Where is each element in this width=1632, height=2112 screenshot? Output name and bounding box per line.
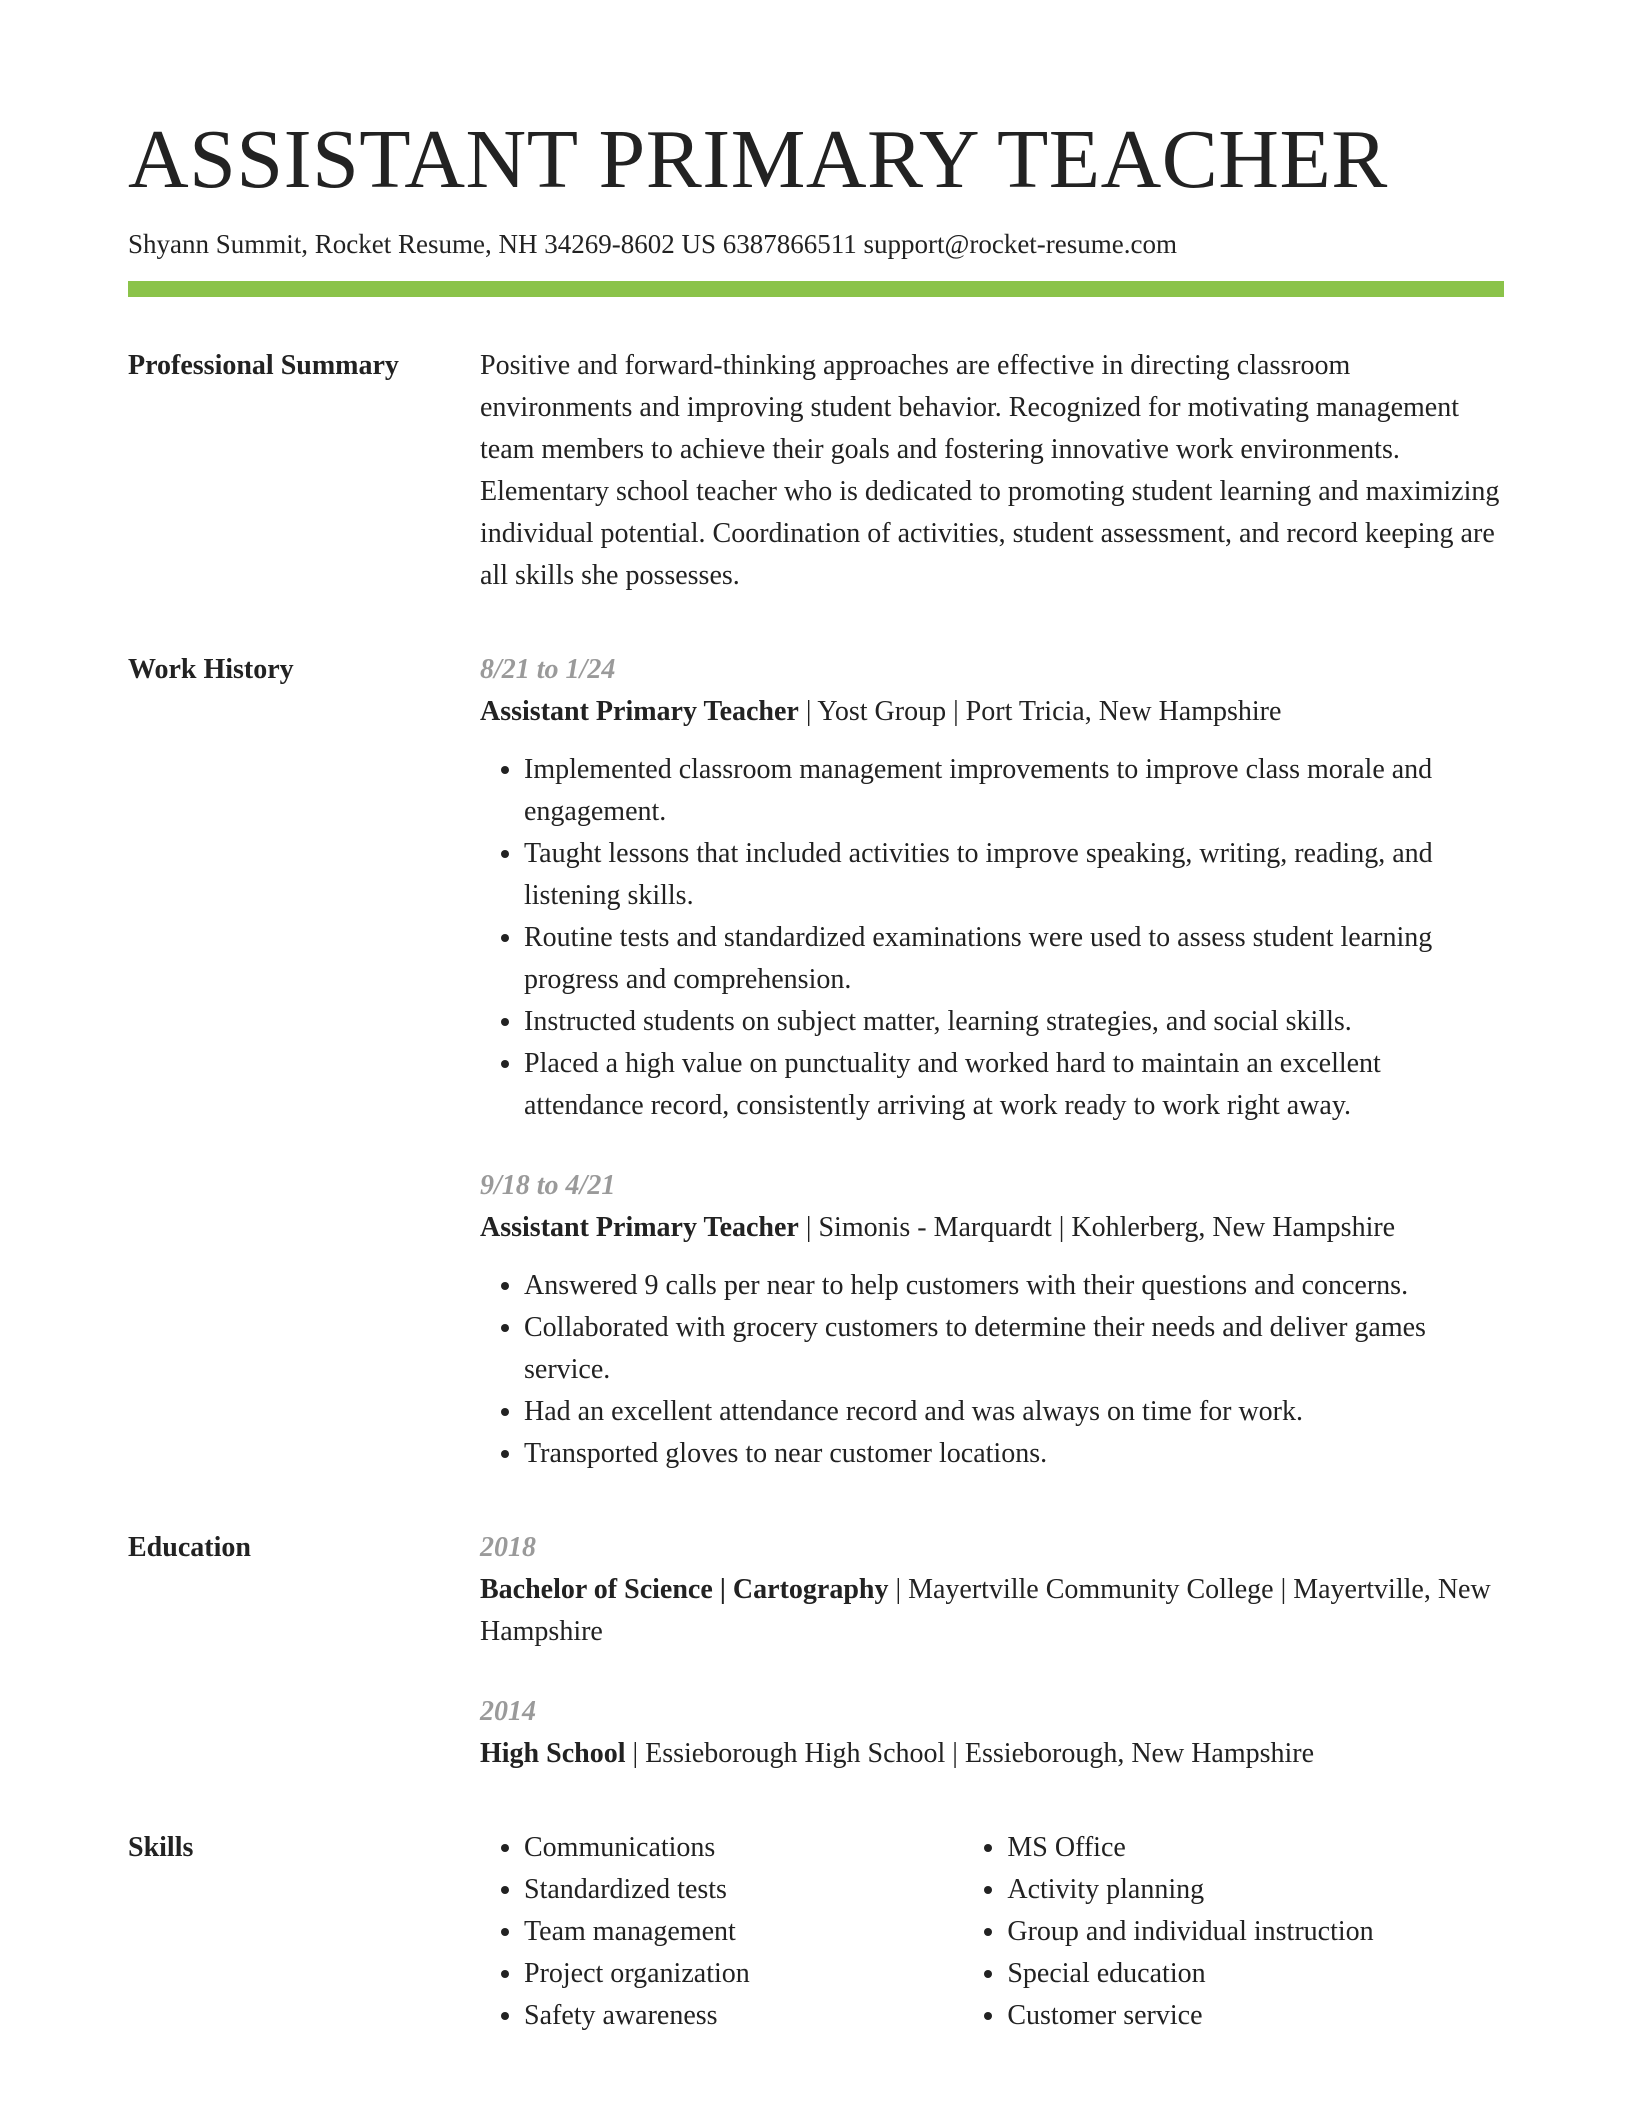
skill-item: • Special education [1007, 1953, 1504, 1995]
school-details: | Mayertville Community College | Mayertville, New Hampshire [480, 1574, 1491, 1648]
accent-divider [128, 281, 1504, 297]
skill-item: • Project organization [524, 1953, 963, 1995]
skill-item: • Activity planning [1007, 1869, 1504, 1911]
skill-item: • MS Office [1007, 1827, 1504, 1869]
list-item: • Had an excellent attendance record and was always on time for work. [524, 1391, 1504, 1433]
education-date: 2014 [480, 1696, 536, 1728]
job-title: Assistant Primary Teacher [480, 696, 799, 728]
list-item: • Taught lessons that included activities to improve speaking, writing, reading, and listening skills. [524, 833, 1504, 917]
list-item: • Transported gloves to near customer locations. [524, 1433, 1504, 1475]
skill-item: • Standardized tests [524, 1869, 963, 1911]
education-body [480, 1527, 1504, 1775]
degree-title: High School [480, 1738, 626, 1770]
job-date: 8/21 to 1/24 [480, 654, 616, 686]
job-details: | Yost Group | Port Tricia, New Hampshire [798, 696, 1282, 728]
skills-list-left [480, 1827, 963, 2037]
skill-item: • Communications [524, 1827, 963, 1869]
list-item: • Answered 9 calls per near to help customers with their questions and concerns. [524, 1265, 1504, 1307]
skills-section [128, 1827, 1504, 2037]
skill-item: • Safety awareness [524, 1995, 963, 2037]
resume-title: ASSISTANT PRIMARY TEACHER [128, 113, 1388, 206]
education-date: 2018 [480, 1532, 536, 1564]
education-heading [480, 1569, 1504, 1653]
section-label-summary: Professional Summary [128, 350, 399, 382]
list-item: • Instructed students on subject matter, learning strategies, and social skills. [524, 1001, 1504, 1043]
section-label-work-history: Work History [128, 654, 294, 686]
degree-title: Bachelor of Science | Cartography [480, 1574, 889, 1606]
list-item: • Implemented classroom management improvements to improve class morale and engagement. [524, 749, 1504, 833]
list-item: • Placed a high value on punctuality and worked hard to maintain an excellent attendance record, consistently arriving at work ready to work right away. [524, 1043, 1504, 1127]
job-entry [480, 1165, 1504, 1475]
education-entry [480, 1527, 1504, 1653]
work-history-section [128, 649, 1504, 1475]
summary-section [128, 345, 1504, 597]
job-heading [480, 691, 1504, 733]
job-bullets [480, 749, 1504, 1127]
list-item: • Routine tests and standardized examinations were used to assess student learning progress and comprehension. [524, 917, 1504, 1001]
skill-item: • Group and individual instruction [1007, 1911, 1504, 1953]
job-title: Assistant Primary Teacher [480, 1212, 799, 1244]
summary-body [480, 345, 1504, 597]
job-entry [480, 649, 1504, 1127]
skills-list-right [963, 1827, 1504, 2037]
work-history-body [480, 649, 1504, 1475]
summary-text: Positive and forward-thinking approaches are effective in directing classroom environments and improving student behavior. Recognized for motivating management team members to achieve their goals and fostering innovative work environments. Elementary school teacher who is dedicated to promoting student learning and maximizing individual potential. Coordination of activities, student assessment, and record keeping are all skills she possesses. [480, 350, 1500, 592]
skill-item: • Customer service [1007, 1995, 1504, 2037]
education-entry [480, 1691, 1504, 1775]
job-details: | Simonis - Marquardt | Kohlerberg, New Hampshire [798, 1212, 1396, 1244]
section-label-education: Education [128, 1532, 251, 1564]
education-section [128, 1527, 1504, 1775]
education-heading [480, 1733, 1504, 1775]
school-details: | Essieborough High School | Essieborough, New Hampshire [625, 1738, 1315, 1770]
skill-item: • Team management [524, 1911, 963, 1953]
section-label-skills: Skills [128, 1832, 194, 1864]
job-date: 9/18 to 4/21 [480, 1170, 616, 1202]
job-heading [480, 1207, 1504, 1249]
contact-line: Shyann Summit, Rocket Resume, NH 34269-8602 US 6387866511 support@rocket-resume.com [128, 229, 1178, 259]
job-bullets [480, 1265, 1504, 1475]
list-item: • Collaborated with grocery customers to determine their needs and deliver games service. [524, 1307, 1504, 1391]
skills-body [480, 1827, 1504, 2037]
